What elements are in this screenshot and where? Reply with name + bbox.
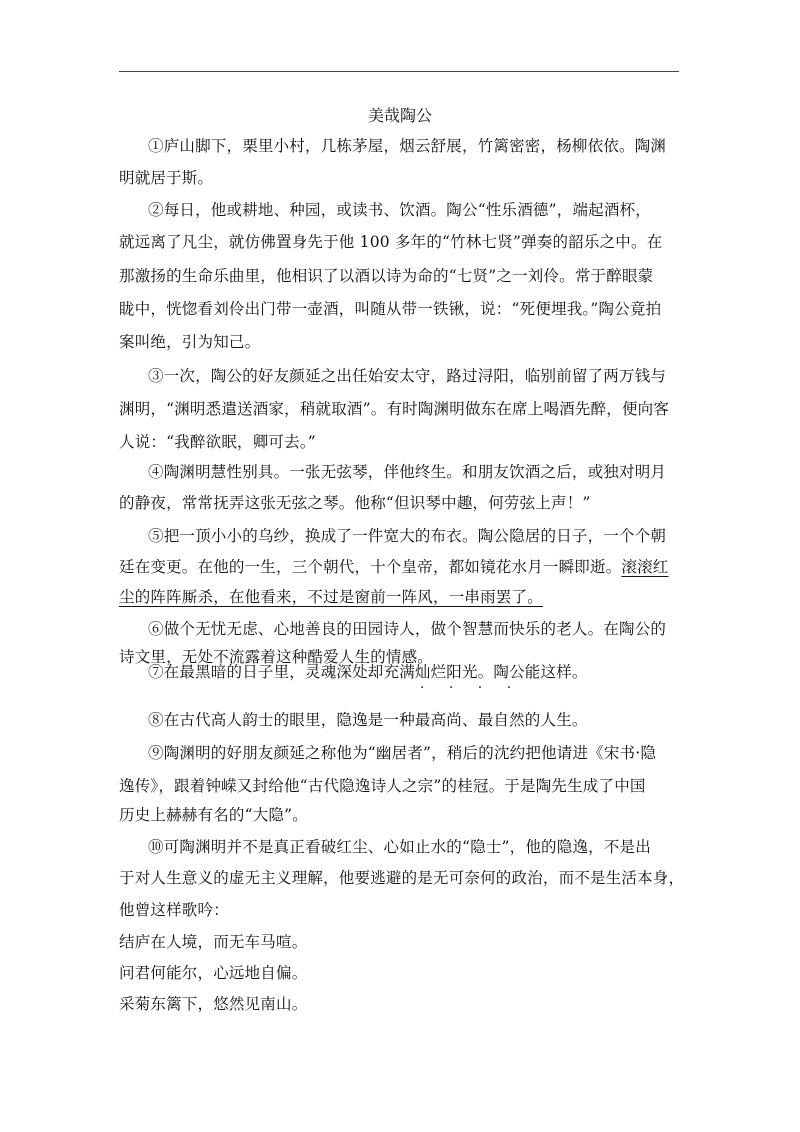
para-2-line-3: 那激扬的生命乐曲里，他相识了以酒以诗为命的“七贤”之一刘伶。常于醉眼蒙 bbox=[119, 267, 654, 285]
para-10-line-2: 于对人生意义的虚无主义理解，他要逃避的是无可奈何的政治，而不是生活本身， bbox=[119, 869, 685, 887]
para-7-line-1: ⑦在最黑暗的日子里，灵魂深处却充满灿烂阳光。陶公能这样。 bbox=[148, 663, 588, 681]
para-1-line-1: ①庐山脚下，栗里小村，几栋茅屋，烟云舒展，竹篱密密，杨柳依依。陶渊 bbox=[148, 137, 667, 155]
para-6-line-2: 诗文里，无处不流露着这种酷爱人生的情感。 bbox=[119, 648, 434, 666]
underlined-phrase-end: 尘的阵阵厮杀，在他看来，不过是窗前一阵风，一串雨罢了。 bbox=[119, 588, 543, 606]
para-2-line-4: 眬中，恍惚看刘伶出门带一壶酒，叫随从带一铁锹，说：“死便埋我。”陶公竟拍 bbox=[119, 300, 662, 318]
para-5-line-1: ⑤把一顶小小的乌纱，换成了一件宽大的布衣。陶公隐居的日子，一个个朝 bbox=[148, 527, 667, 545]
poem-line-1: 结庐在人境，而无车马喧。 bbox=[119, 933, 308, 951]
para-4-line-1: ④陶渊明慧性别具。一张无弦琴，伴他终生。和朋友饮酒之后，或独对明月 bbox=[148, 463, 667, 481]
para-2-line-2: 就远离了凡尘，就仿佛置身先于他 100 多年的“竹林七贤”弹奏的韶乐之中。在 bbox=[119, 233, 663, 251]
para-3-line-1: ③一次，陶公的好友颜延之出任始安太守，路过浔阳，临别前留了两万钱与 bbox=[148, 367, 667, 385]
para-4-line-2: 的静夜，常常抚弄这张无弦之琴。他称“但识琴中趣，何劳弦上声！” bbox=[119, 494, 591, 512]
para-10-line-1: ⑩可陶渊明并不是真正看破红尘、心如止水的“隐士”，他的隐逸，不是出 bbox=[148, 838, 651, 856]
para-2-line-1: ②每日，他或耕地、种园，或读书、饮酒。陶公“性乐酒德”，端起酒杯， bbox=[148, 201, 651, 219]
emphasis-dots: · · · · bbox=[420, 680, 522, 696]
para-9-line-3: 历史上赫赫有名的“大隐”。 bbox=[119, 806, 308, 824]
para-8-line-1: ⑧在古代高人韵士的眼里，隐逸是一种最高尚、最自然的人生。 bbox=[148, 711, 588, 729]
para-5-line-2 bbox=[119, 555, 669, 577]
article-title: 美哉陶公 bbox=[367, 106, 432, 125]
para-9-line-2: 逸传》，跟着钟嵘又封给他“古代隐逸诗人之宗”的桂冠。于是陶先生成了中国 bbox=[119, 777, 646, 795]
para-3-line-2: 渊明，“渊明悉遣送酒家，稍就取酒”。有时陶渊明做东在席上喝酒先醉，便向客 bbox=[119, 400, 670, 418]
poem-line-2: 问君何能尔，心远地自偏。 bbox=[119, 964, 308, 982]
para-10-line-3: 他曾这样歌吟： bbox=[119, 901, 229, 919]
header-rule bbox=[119, 71, 679, 72]
para-2-line-5: 案叫绝，引为知己。 bbox=[119, 333, 261, 351]
poem-line-3: 采菊东篱下，悠然见南山。 bbox=[119, 995, 308, 1013]
para-6-line-1: ⑥做个无忧无虑、心地善良的田园诗人，做个智慧而快乐的老人。在陶公的 bbox=[148, 620, 667, 638]
para-1-line-2: 明就居于斯。 bbox=[119, 169, 214, 187]
para-5-line-2-text: 廷在变更。在他的一生，三个朝代，十个皇帝，都如镜花水月一瞬即逝。 bbox=[119, 558, 622, 576]
underlined-phrase-start: 滚滚红 bbox=[621, 558, 669, 576]
para-9-line-1: ⑨陶渊明的好朋友颜延之称他为“幽居者”，稍后的沈约把他请进《宋书·隐 bbox=[148, 744, 657, 762]
para-3-line-3: 人说：“我醉欲眠，卿可去。” bbox=[119, 433, 316, 451]
